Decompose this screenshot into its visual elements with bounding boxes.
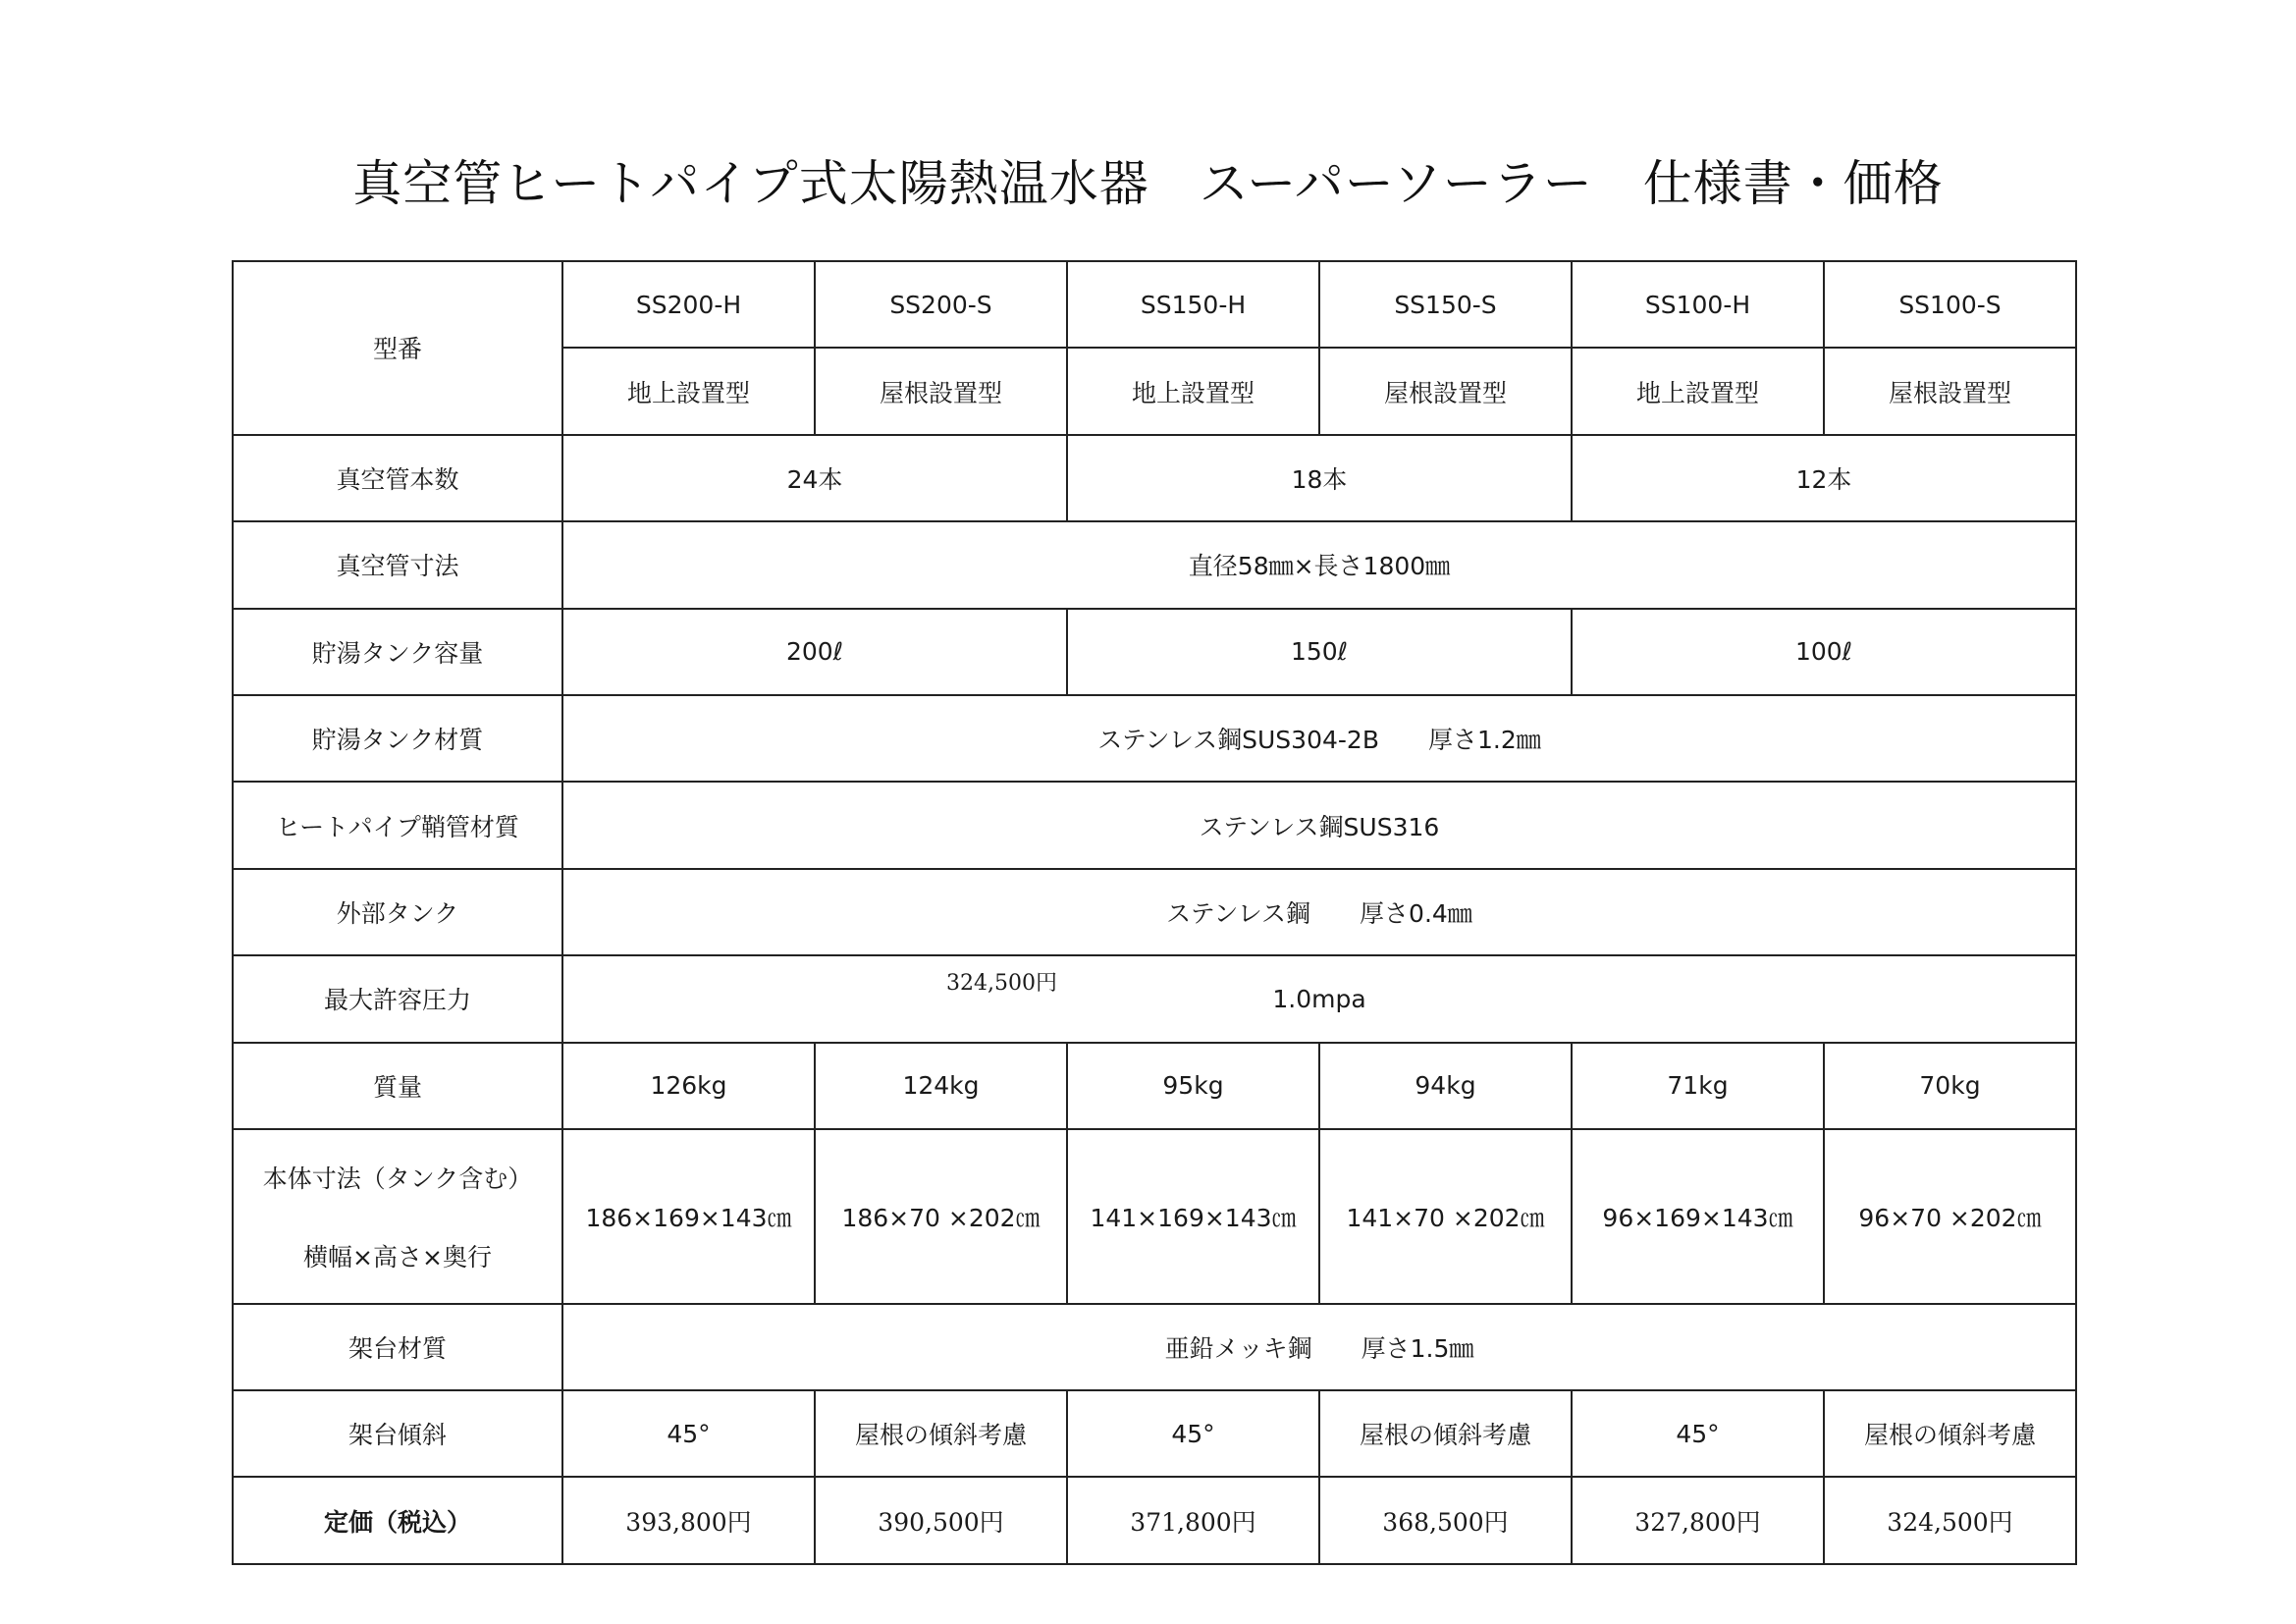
price-row [233,1477,2076,1564]
tube-count-cell: 24本 [562,435,1067,521]
max-pressure-label: 最大許容圧力 [233,955,562,1042]
frame-tilt-cell: 45° [562,1390,815,1477]
install-type-cell: 地上設置型 [1067,348,1319,434]
price-cell: 368,500円 [1319,1477,1572,1564]
tube-count-label: 真空管本数 [233,435,562,521]
model-label: 型番 [233,261,562,435]
model-code-row [233,261,2076,348]
model-code-cell: SS100-H [1572,261,1824,348]
price-cell: 390,500円 [815,1477,1067,1564]
dimensions-cell: 96×169×143㎝ [1572,1129,1824,1304]
page-title: 真空管ヒートパイプ式太陽熱温水器 スーパーソーラー 仕様書・価格 [352,155,1944,212]
mass-cell: 71kg [1572,1043,1824,1129]
spec-table [232,260,2077,1565]
frame-tilt-cell: 屋根の傾斜考慮 [1319,1390,1572,1477]
price-label: 定価（税込） [233,1477,562,1564]
frame-material-cell [562,1304,2076,1390]
tube-count-cell: 18本 [1067,435,1572,521]
mass-row [233,1043,2076,1129]
dimensions-row [233,1129,2076,1304]
max-pressure-cell [562,955,2076,1042]
model-code-cell: SS150-S [1319,261,1572,348]
frame-material-row [233,1304,2076,1390]
sheath-material-label: ヒートパイプ鞘管材質 [233,782,562,868]
tank-material-cell [562,695,2076,782]
install-type-cell: 地上設置型 [1572,348,1824,434]
outer-tank-cell [562,869,2076,955]
tank-material-label: 貯湯タンク材質 [233,695,562,782]
tank-capacity-cell: 150ℓ [1067,609,1572,695]
mass-label: 質量 [233,1043,562,1129]
frame-tilt-cell: 45° [1067,1390,1319,1477]
tank-capacity-cell: 100ℓ [1572,609,2076,695]
price-cell: 393,800円 [562,1477,815,1564]
frame-tilt-cell: 45° [1572,1390,1824,1477]
frame-tilt-row [233,1390,2076,1477]
model-code-cell: SS150-H [1067,261,1319,348]
sheath-material-cell: ステンレス鋼SUS316 [562,782,2076,868]
frame-material-value: 亜鉛メッキ鋼 厚さ1.5㎜ [1164,1333,1474,1363]
dimensions-cell: 186×70 ×202㎝ [815,1129,1067,1304]
install-type-cell: 地上設置型 [562,348,815,434]
tank-capacity-label: 貯湯タンク容量 [233,609,562,695]
frame-material-label: 架台材質 [233,1304,562,1390]
frame-tilt-label: 架台傾斜 [233,1390,562,1477]
mass-cell: 124kg [815,1043,1067,1129]
outer-tank-value: ステンレス鋼 厚さ0.4㎜ [1166,898,1472,928]
frame-tilt-cell: 屋根の傾斜考慮 [815,1390,1067,1477]
mass-cell: 70kg [1824,1043,2076,1129]
model-code-cell: SS200-H [562,261,815,348]
install-type-cell: 屋根設置型 [1824,348,2076,434]
tube-count-cell: 12本 [1572,435,2076,521]
install-type-cell: 屋根設置型 [815,348,1067,434]
outer-tank-label: 外部タンク [233,869,562,955]
tank-capacity-row [233,609,2076,695]
tube-count-row [233,435,2076,521]
tube-size-label: 真空管寸法 [233,521,562,608]
tube-size-row [233,521,2076,608]
sheath-material-row [233,782,2076,868]
tank-material-row [233,695,2076,782]
frame-tilt-cell: 屋根の傾斜考慮 [1824,1390,2076,1477]
max-pressure-value: 1.0mpa [1272,984,1366,1013]
dimensions-label-line1: 本体寸法（タンク含む） [262,1164,533,1193]
mass-cell: 126kg [562,1043,815,1129]
model-code-cell: SS100-S [1824,261,2076,348]
price-cell: 371,800円 [1067,1477,1319,1564]
tube-size-cell: 直径58㎜×長さ1800㎜ [562,521,2076,608]
dimensions-label-line2: 横幅×高さ×奥行 [303,1242,492,1272]
dimensions-cell: 141×169×143㎝ [1067,1129,1319,1304]
dimensions-label [233,1129,562,1304]
dimensions-cell: 141×70 ×202㎝ [1319,1129,1572,1304]
max-pressure-row [233,955,2076,1042]
install-type-cell: 屋根設置型 [1319,348,1572,434]
tank-capacity-cell: 200ℓ [562,609,1067,695]
price-cell: 324,500円 [1824,1477,2076,1564]
mass-cell: 95kg [1067,1043,1319,1129]
mass-cell: 94kg [1319,1043,1572,1129]
model-code-cell: SS200-S [815,261,1067,348]
stray-price-text: 324,500円 [946,971,1057,997]
dimensions-cell: 96×70 ×202㎝ [1824,1129,2076,1304]
outer-tank-row [233,869,2076,955]
dimensions-cell: 186×169×143㎝ [562,1129,815,1304]
price-cell: 327,800円 [1572,1477,1824,1564]
tank-material-value: ステンレス鋼SUS304-2B 厚さ1.2㎜ [1097,726,1541,755]
